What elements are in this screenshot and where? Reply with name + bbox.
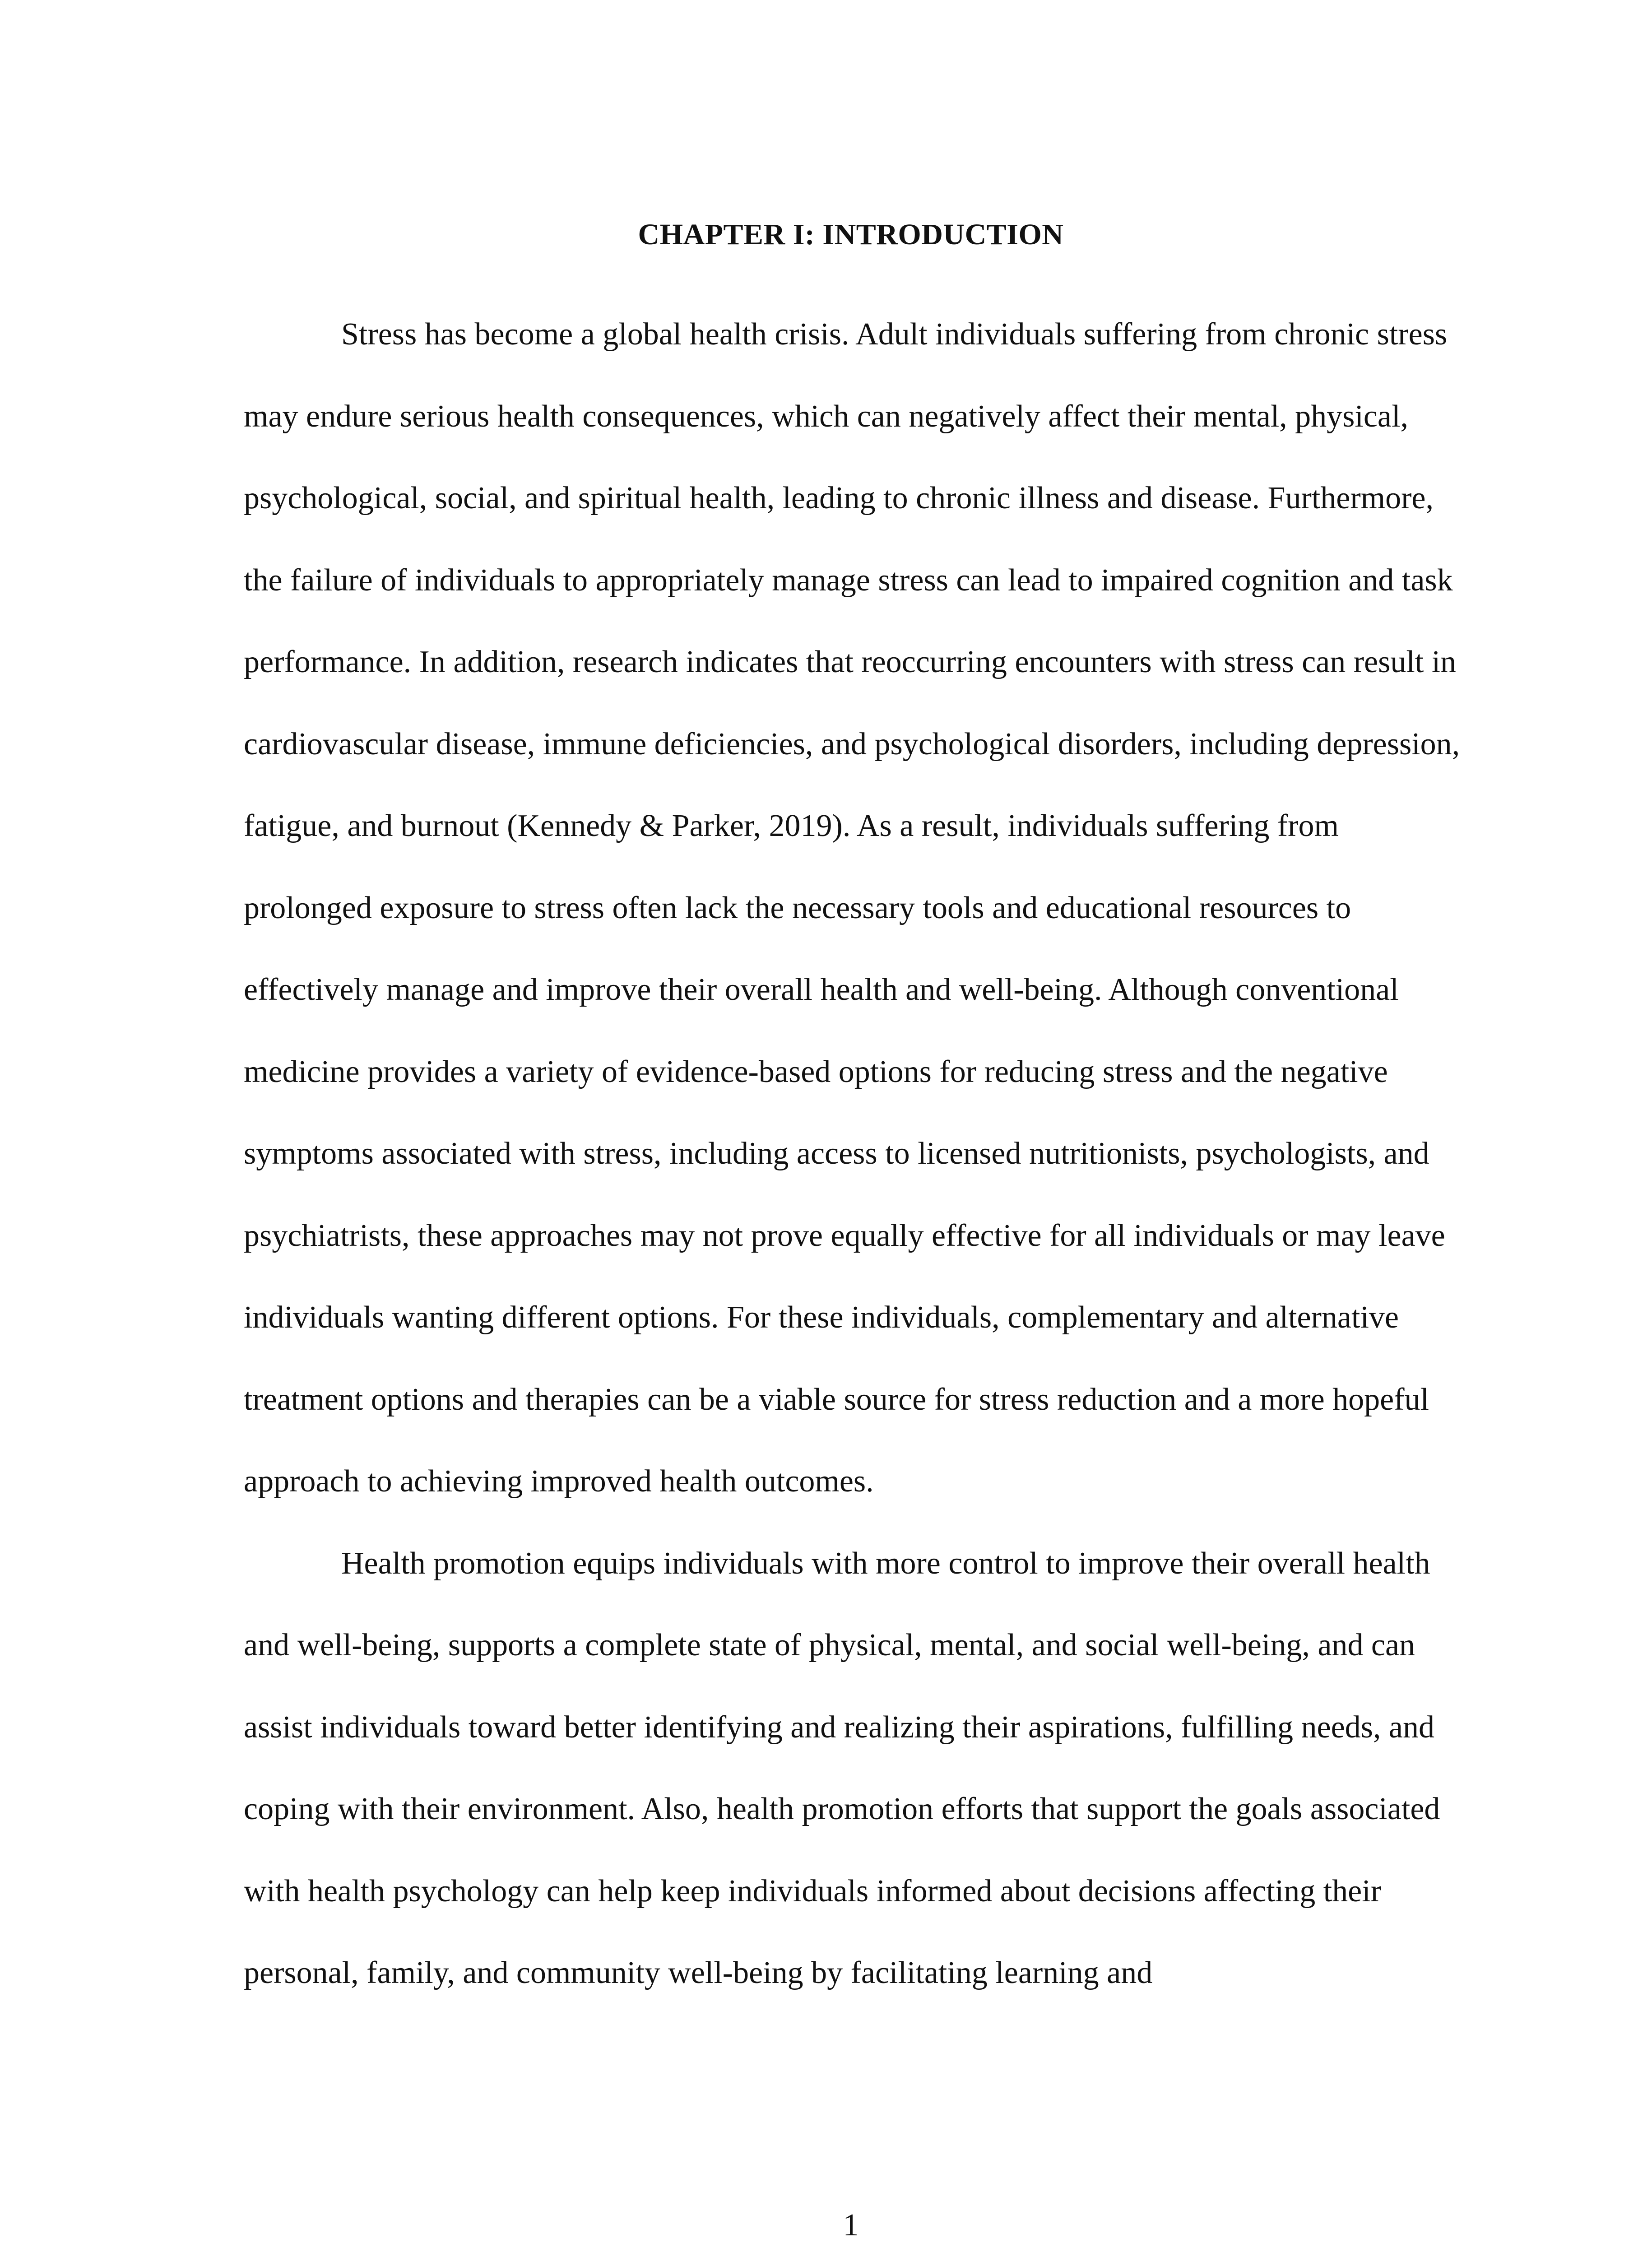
page-number: 1	[843, 2208, 859, 2243]
paragraph-2: Health promotion equips individuals with more control to improve their overall health and well-being, supports a complete state of physical, mental, and social well-being, and can assist individuals toward better identifying and realizing their aspirations, fulfilling needs, and coping with their environment. Also, health promotion efforts that support the goals associated with health psychology can help keep individuals informed about decisions affecting their personal, family, and community well-being by facilitating learning and	[244, 1546, 1440, 1990]
body-text	[244, 293, 1462, 2014]
chapter-title: CHAPTER I: INTRODUCTION	[638, 218, 1064, 251]
paragraph-1: Stress has become a global health crisis. Adult individuals suffering from chronic stress may endure serious health consequences, which can negatively affect their mental, physical, psychological, social, and spiritual health, leading to chronic illness and disease. Furthermore, the failure of individuals to appropriately manage stress can lead to impaired cognition and task performance. In addition, research indicates that reoccurring encounters with stress can result in cardiovascular disease, immune deficiencies, and psychological disorders, including depression, fatigue, and burnout (Kennedy & Parker, 2019). As a result, individuals suffering from prolonged exposure to stress often lack the necessary tools and educational resources to effectively manage and improve their overall health and well-being. Although conventional medicine provides a variety of evidence-based options for reducing stress and the negative symptoms associated with stress, including access to licensed nutritionists, psychologists, and psychiatrists, these approaches may not prove equally effective for all individuals or may leave individuals wanting different options. For these individuals, complementary and alternative treatment options and therapies can be a viable source for stress reduction and a more hopeful approach to achieving improved health outcomes.	[244, 317, 1460, 1499]
